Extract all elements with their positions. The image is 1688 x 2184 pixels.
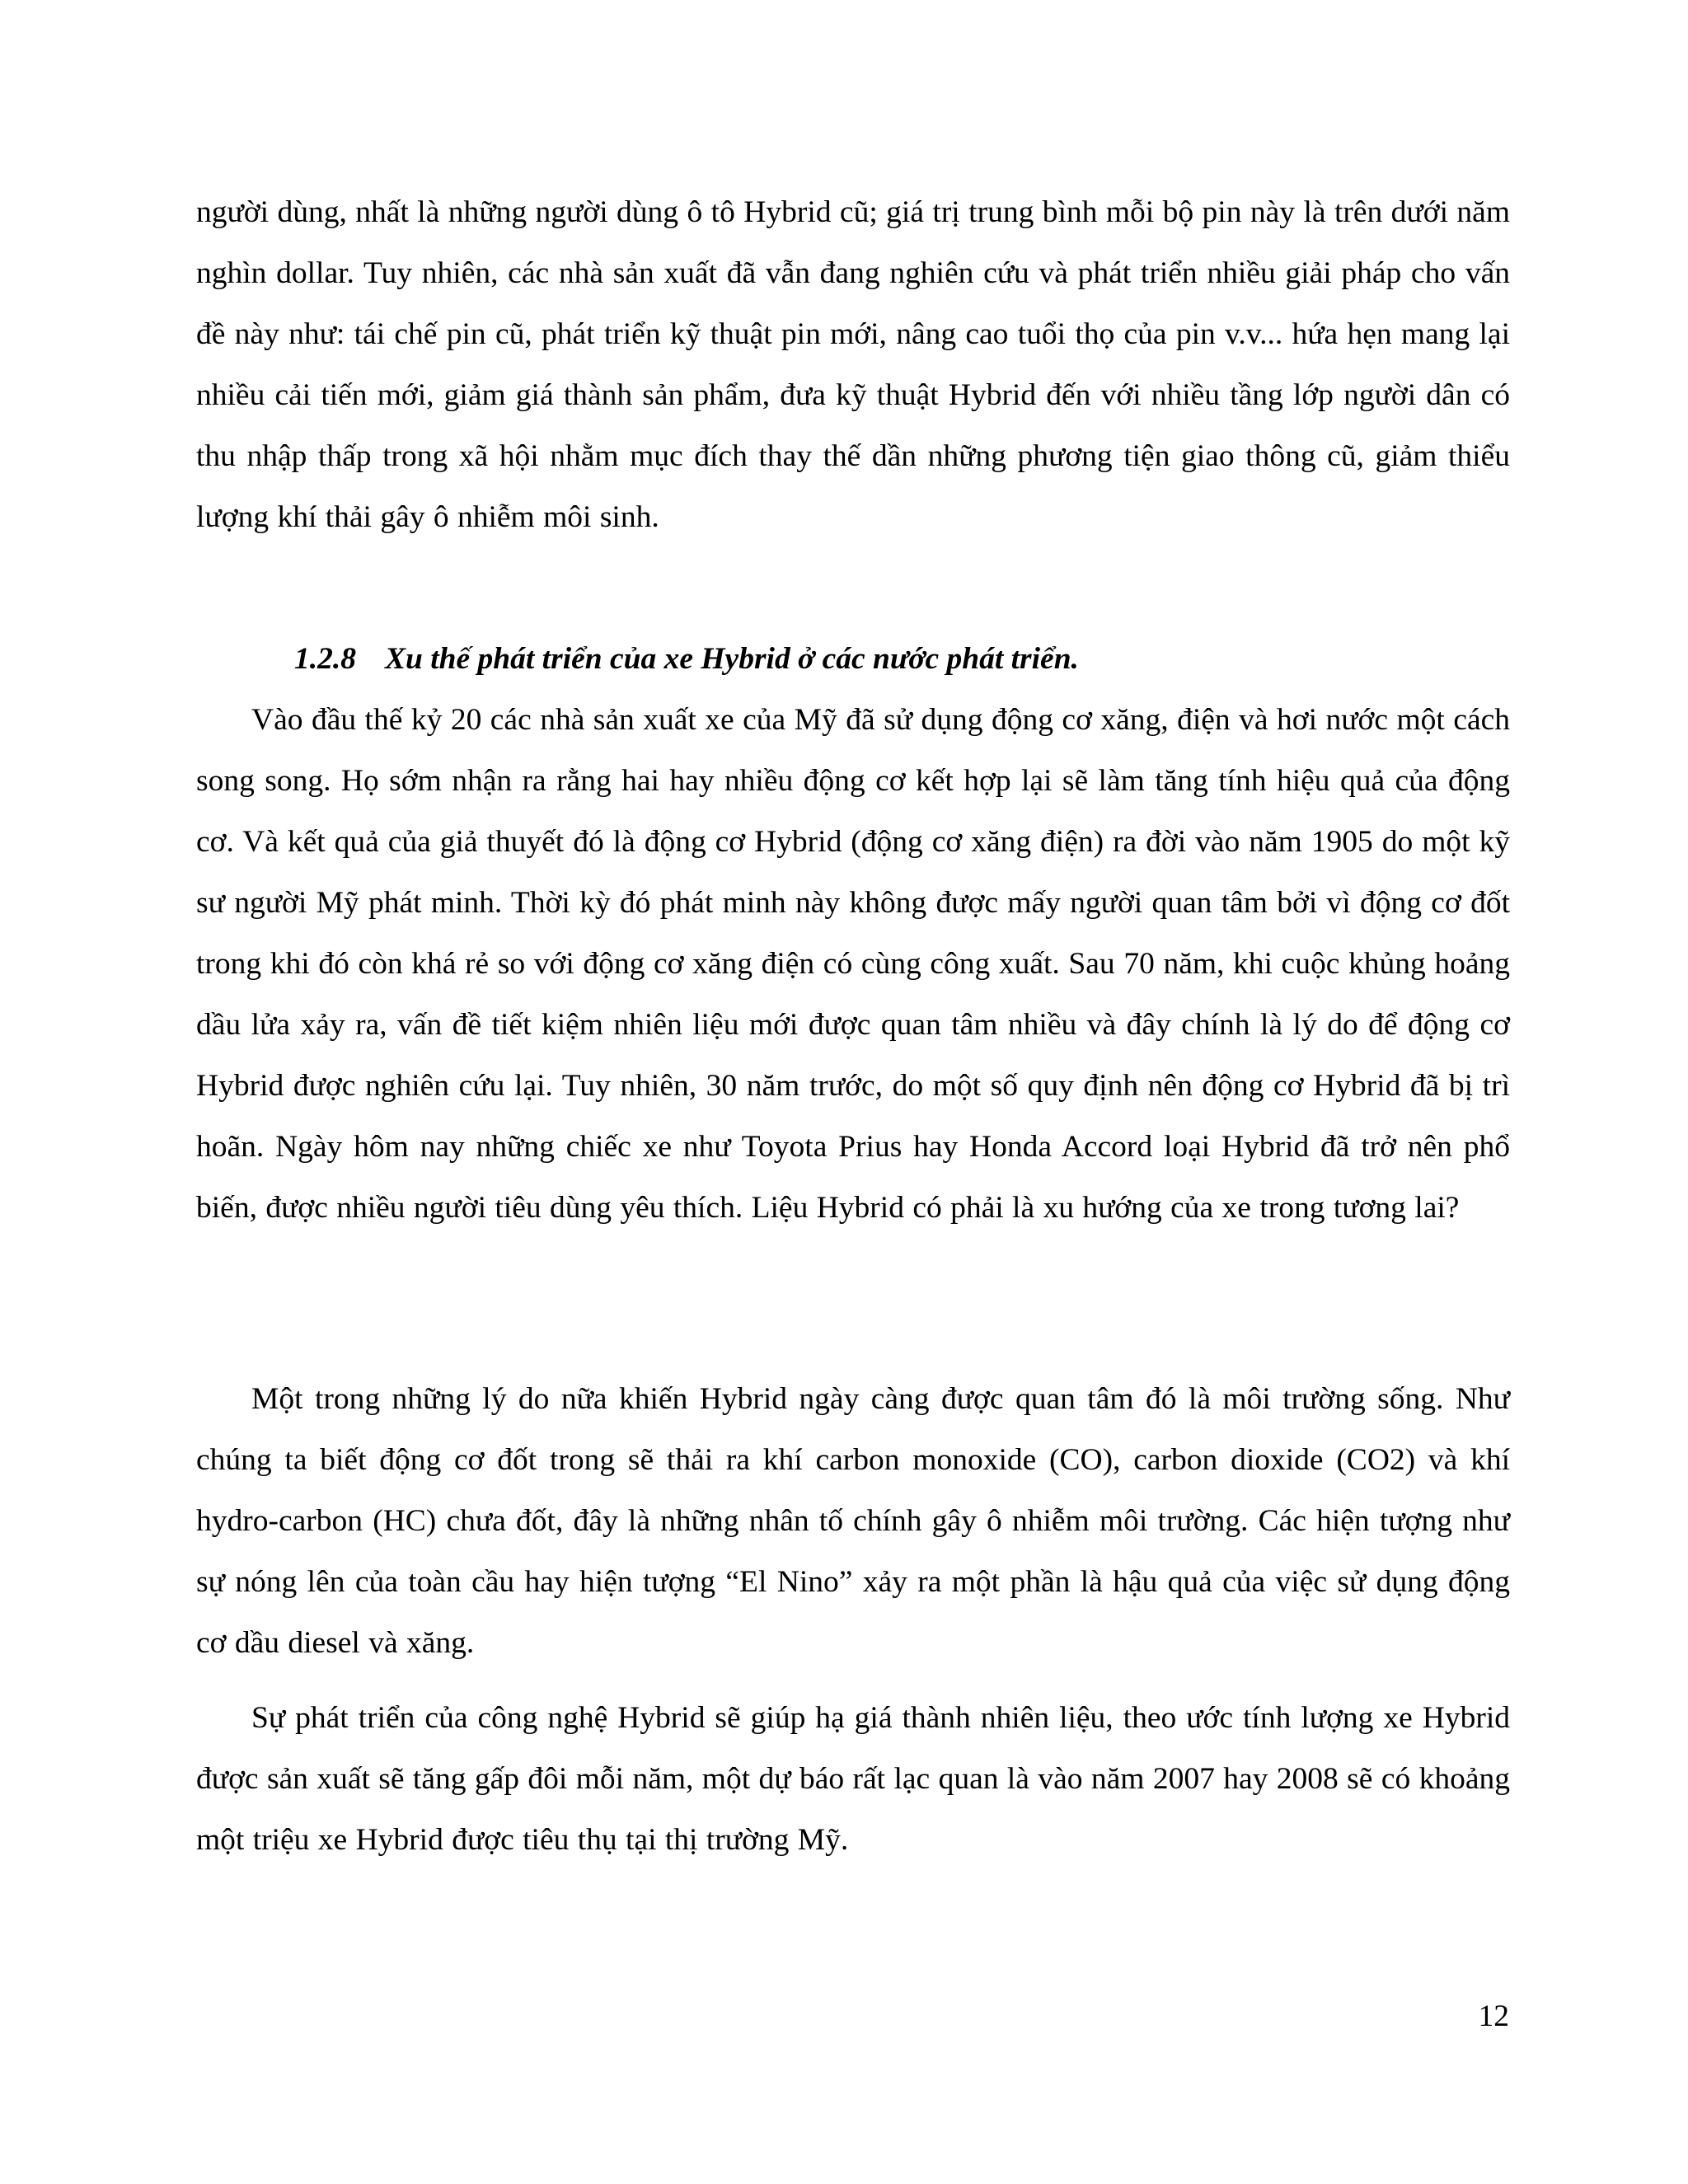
paragraph-environment: Một trong những lý do nữa khiến Hybrid ngày càng được quan tâm đó là môi trường sống. Như chúng ta biết động cơ đốt trong sẽ thải ra khí carbon monoxide (CO), carbon dioxide (CO2) và khí hydro-carbon (HC) chưa đốt, đây là những nhân tố chính gây ô nhiễm môi trường. Các hiện tượng như sự nóng lên của toàn cầu hay hiện tượng “El Nino” xảy ra một phần là hậu quả của việc sử dụng động cơ dầu diesel và xăng.: [196, 1382, 1510, 1660]
section-number: 1.2.8: [294, 642, 356, 676]
paragraph-history: Vào đầu thế kỷ 20 các nhà sản xuất xe của Mỹ đã sử dụng động cơ xăng, điện và hơi nước một cách song song. Họ sớm nhận ra rằng hai hay nhiều động cơ kết hợp lại sẽ làm tăng tính hiệu quả của động cơ. Và kết quả của giả thuyết đó là động cơ Hybrid (động cơ xăng điện) ra đời vào năm 1905 do một kỹ sư người Mỹ phát minh. Thời kỳ đó phát minh này không được mấy người quan tâm bởi vì động cơ đốt trong khi đó còn khá rẻ so với động cơ xăng điện có cùng công xuất. Sau 70 năm, khi cuộc khủng hoảng dầu lửa xảy ra, vấn đề tiết kiệm nhiên liệu mới được quan tâm nhiều và đây chính là lý do để động cơ Hybrid được nghiên cứu lại. Tuy nhiên, 30 năm trước, do một số quy định nên động cơ Hybrid đã bị trì hoãn. Ngày hôm nay những chiếc xe như Toyota Prius hay Honda Accord loại Hybrid đã trở nên phổ biến, được nhiều người tiêu dùng yêu thích. Liệu Hybrid có phải là xu hướng của xe trong tương lai?: [196, 703, 1510, 1225]
page-number: 12: [1478, 1999, 1509, 2033]
section-heading: [294, 629, 1531, 690]
paragraph-continuation: người dùng, nhất là những người dùng ô tô Hybrid cũ; giá trị trung bình mỗi bộ pin này là trên dưới năm nghìn dollar. Tuy nhiên, các nhà sản xuất đã vẫn đang nghiên cứu và phát triển nhiều giải pháp cho vấn đề này như: tái chế pin cũ, phát triển kỹ thuật pin mới, nâng cao tuổi thọ của pin v.v... hứa hẹn mang lại nhiều cải tiến mới, giảm giá thành sản phẩm, đưa kỹ thuật Hybrid đến với nhiều tầng lớp người dân có thu nhập thấp trong xã hội nhằm mục đích thay thế dần những phương tiện giao thông cũ, giảm thiểu lượng khí thải gây ô nhiễm môi sinh.: [196, 195, 1510, 534]
section-title: Xu thế phát triển của xe Hybrid ở các nước phát triển.: [385, 642, 1079, 676]
paragraph-forecast: Sự phát triển của công nghệ Hybrid sẽ giúp hạ giá thành nhiên liệu, theo ước tính lượng xe Hybrid được sản xuất sẽ tăng gấp đôi mỗi năm, một dự báo rất lạc quan là vào năm 2007 hay 2008 sẽ có khoảng một triệu xe Hybrid được tiêu thụ tại thị trường Mỹ.: [196, 1701, 1510, 1857]
